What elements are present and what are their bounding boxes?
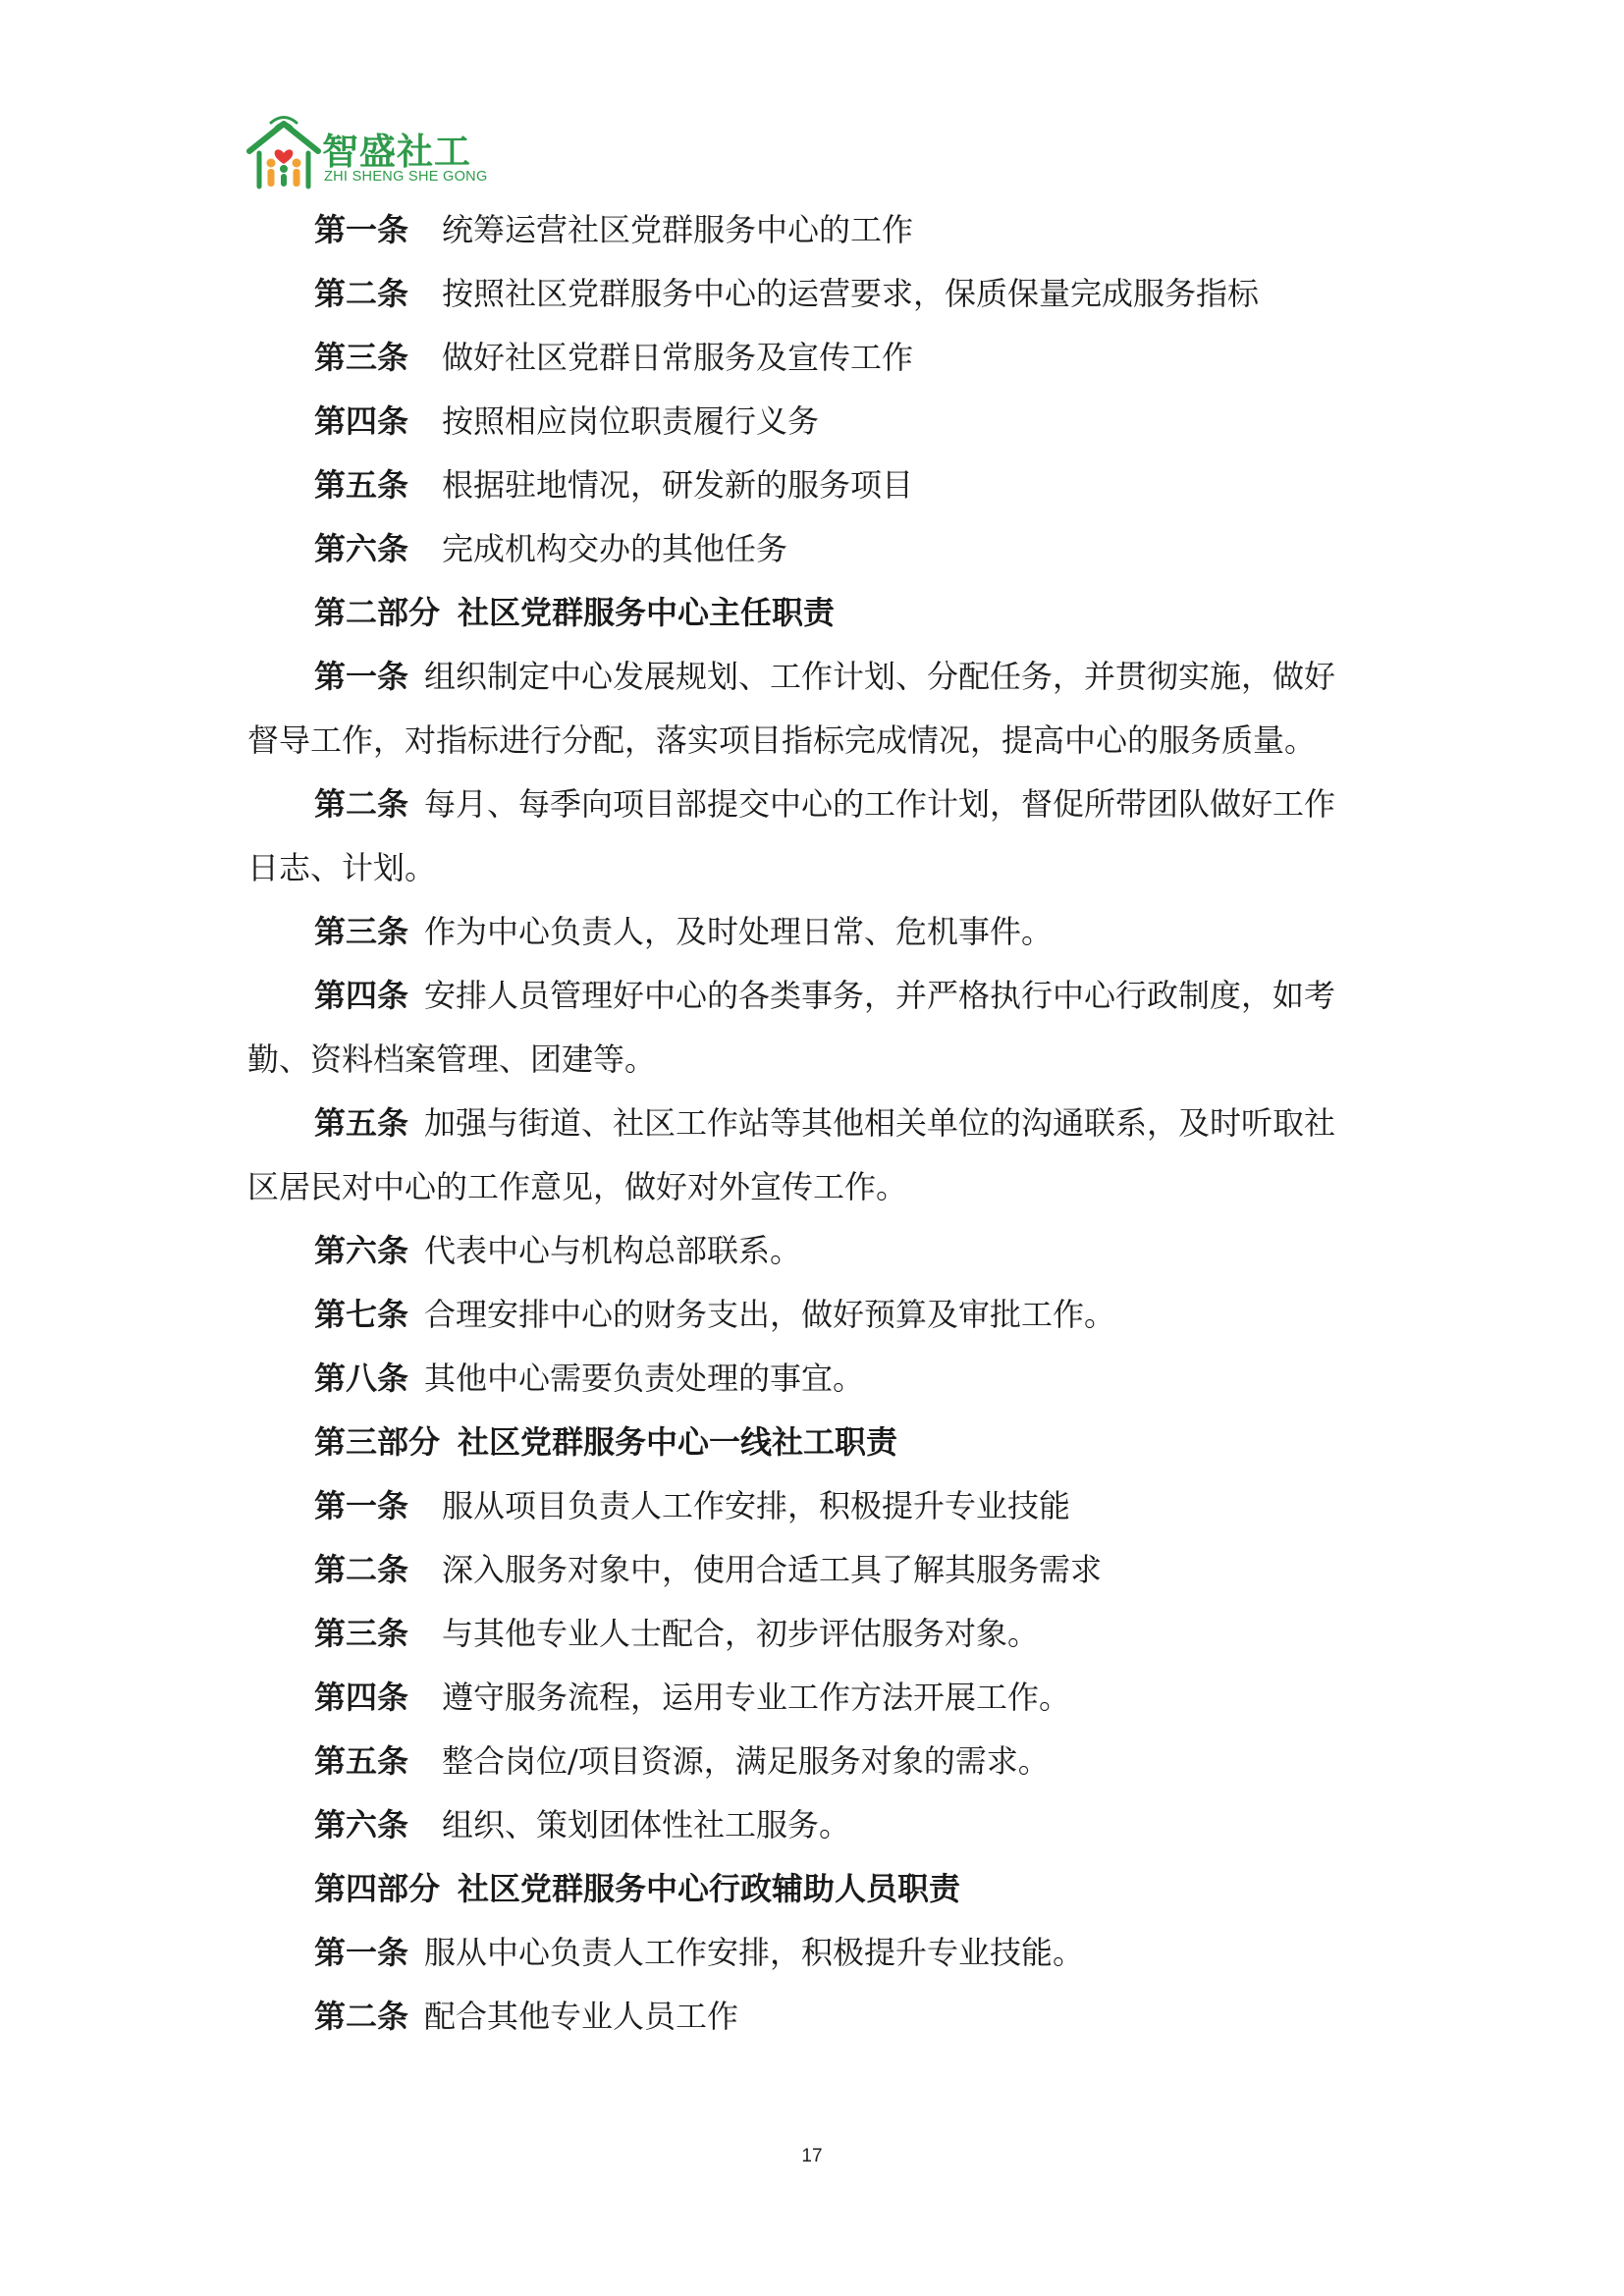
section-part-label: 第三部分	[314, 1423, 441, 1461]
article-text: 服从项目负责人工作安排，积极提升专业技能	[442, 1487, 1071, 1524]
article-label: 第三条	[314, 1615, 409, 1652]
article-label: 第五条	[314, 1104, 409, 1142]
article-text: 完成机构交办的其他任务	[442, 530, 788, 567]
section-heading	[247, 1857, 1386, 1921]
article-label: 第七条	[314, 1296, 409, 1333]
section-heading	[247, 581, 1386, 645]
article-text: 其他中心需要负责处理的事宜。	[424, 1360, 865, 1397]
article-label: 第四条	[314, 402, 409, 440]
article-line	[247, 1219, 1386, 1283]
article-text: 深入服务对象中，使用合适工具了解其服务需求	[442, 1551, 1103, 1588]
article-line	[247, 1730, 1386, 1793]
article-text: 作为中心负责人，及时处理日常、危机事件。	[424, 913, 1054, 950]
article-text: 配合其他专业人员工作	[424, 1998, 739, 2035]
company-logo	[244, 114, 489, 192]
document-body	[247, 198, 1386, 2049]
article-text: 服从中心负责人工作安排，积极提升专业技能。	[424, 1934, 1085, 1971]
article-line	[247, 517, 1386, 581]
article-line	[247, 645, 1386, 709]
article-text: 合理安排中心的财务支出，做好预算及审批工作。	[424, 1296, 1116, 1333]
article-line	[247, 454, 1386, 517]
article-text: 与其他专业人士配合，初步评估服务对象。	[442, 1615, 1040, 1652]
article-label: 第二条	[314, 275, 409, 312]
article-label: 第三条	[314, 913, 409, 950]
article-line	[247, 1283, 1386, 1347]
article-label: 第一条	[314, 1934, 409, 1971]
article-label: 第五条	[314, 466, 409, 504]
article-line	[247, 262, 1386, 326]
article-line	[247, 1666, 1386, 1730]
article-line	[247, 1985, 1386, 2049]
article-label: 第四条	[314, 1679, 409, 1716]
article-line	[247, 1538, 1386, 1602]
article-line	[247, 1474, 1386, 1538]
article-text: 统筹运营社区党群服务中心的工作	[442, 211, 914, 248]
article-line	[247, 1921, 1386, 1985]
article-text: 按照相应岗位职责履行义务	[442, 402, 820, 440]
article-label: 第六条	[314, 530, 409, 567]
article-label: 第二条	[314, 1551, 409, 1588]
article-label: 第一条	[314, 211, 409, 248]
article-label: 第二条	[314, 1998, 409, 2035]
article-text: 加强与街道、社区工作站等其他相关单位的沟通联系，及时听取社	[424, 1104, 1336, 1142]
section-title: 社区党群服务中心主任职责	[458, 594, 836, 631]
article-continuation: 督导工作，对指标进行分配，落实项目指标完成情况，提高中心的服务质量。	[247, 721, 1317, 759]
article-label: 第三条	[314, 339, 409, 376]
article-text: 代表中心与机构总部联系。	[424, 1232, 802, 1269]
article-text: 按照社区党群服务中心的运营要求，保质保量完成服务指标	[442, 275, 1260, 312]
article-label: 第五条	[314, 1742, 409, 1780]
article-label: 第二条	[314, 785, 409, 823]
article-label: 第一条	[314, 658, 409, 695]
article-continuation: 日志、计划。	[247, 849, 437, 886]
article-line	[247, 326, 1386, 390]
article-text: 组织、策划团体性社工服务。	[442, 1806, 851, 1843]
article-continuation: 区居民对中心的工作意见，做好对外宣传工作。	[247, 1168, 908, 1205]
article-continuation: 勤、资料档案管理、团建等。	[247, 1041, 657, 1078]
article-text: 做好社区党群日常服务及宣传工作	[442, 339, 914, 376]
article-label: 第一条	[314, 1487, 409, 1524]
article-line	[247, 964, 1386, 1028]
article-line	[247, 1602, 1386, 1666]
article-line	[247, 1793, 1386, 1857]
article-line	[247, 198, 1386, 262]
section-part-label: 第四部分	[314, 1870, 441, 1907]
article-line	[247, 773, 1386, 836]
article-text: 组织制定中心发展规划、工作计划、分配任务，并贯彻实施，做好	[424, 658, 1336, 695]
article-text: 每月、每季向项目部提交中心的工作计划，督促所带团队做好工作	[424, 785, 1336, 823]
article-label: 第六条	[314, 1232, 409, 1269]
page-number: 17	[801, 2146, 823, 2166]
article-label: 第六条	[314, 1806, 409, 1843]
article-label: 第八条	[314, 1360, 409, 1397]
article-text: 安排人员管理好中心的各类事务，并严格执行中心行政制度，如考	[424, 977, 1336, 1014]
section-heading	[247, 1411, 1386, 1474]
article-text: 整合岗位/项目资源，满足服务对象的需求。	[442, 1742, 1050, 1780]
logo-english-name: ZHI SHENG SHE GONG	[324, 169, 488, 185]
house-people-logo-icon	[244, 114, 324, 192]
section-title: 社区党群服务中心一线社工职责	[458, 1423, 898, 1461]
article-text: 遵守服务流程，运用专业工作方法开展工作。	[442, 1679, 1071, 1716]
article-line	[247, 1347, 1386, 1411]
logo-chinese-name: 智盛社工	[322, 131, 471, 173]
article-line	[247, 900, 1386, 964]
section-title: 社区党群服务中心行政辅助人员职责	[458, 1870, 961, 1907]
article-label: 第四条	[314, 977, 409, 1014]
article-text: 根据驻地情况，研发新的服务项目	[442, 466, 914, 504]
article-line	[247, 1092, 1386, 1155]
article-line	[247, 390, 1386, 454]
section-part-label: 第二部分	[314, 594, 441, 631]
